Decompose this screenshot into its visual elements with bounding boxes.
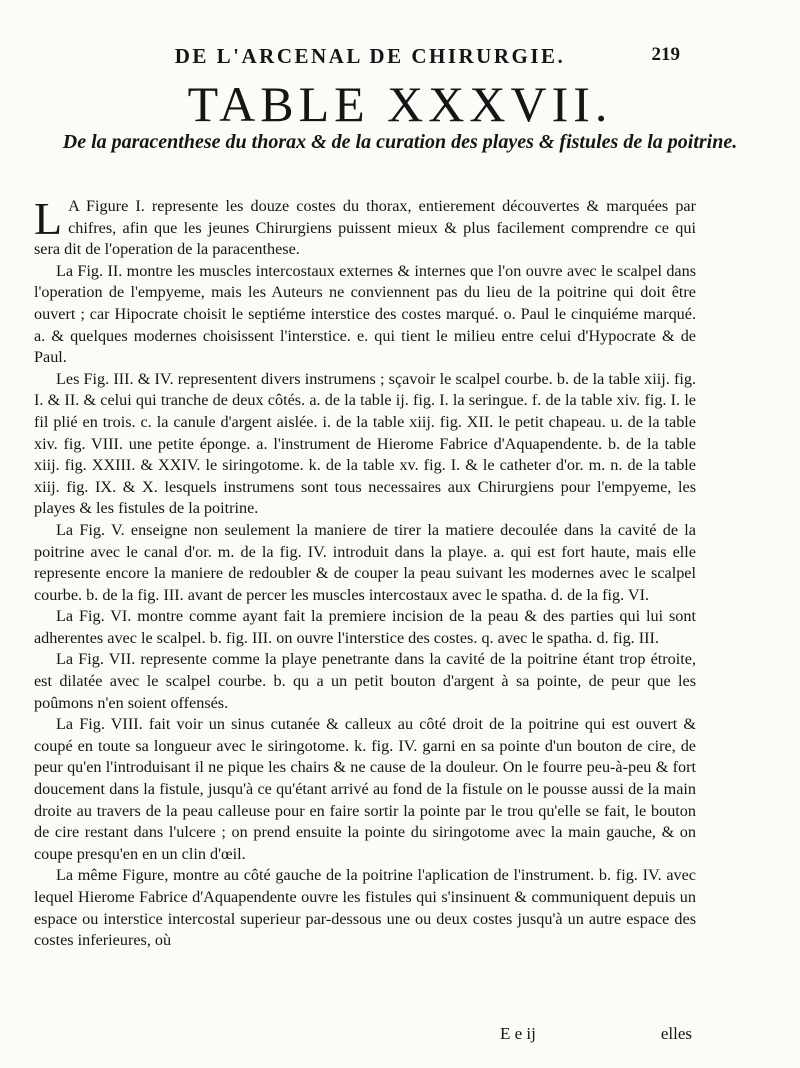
paragraph-1 <box>34 193 696 261</box>
paragraph-4: La Fig. V. enseigne non seulement la maniere de tirer la matiere decoulée dans la cavité de la poitrine avec le canal d'or. m. de la fig. IV. introduit dans la playe. a. qui est fort haute, mais elle represente encore la maniere de redoubler & de couper la peau suivant les modernes avec le scalpel courbe. b. de la fig. III. avant de percer les muscles intercostaux avec le spatha. d. de la fig. VI. <box>34 520 696 604</box>
page-number: 219 <box>651 44 680 65</box>
paragraph-6: La Fig. VII. represente comme la playe penetrante dans la cavité de la poitrine étant trop étroite, est dilatée avec le scalpel courbe. b. qu a un petit bouton d'argent à sa pointe, de peur que les poûmons n'en soient offensés. <box>34 650 696 712</box>
paragraph-3: Les Fig. III. & IV. representent divers instrumens ; sçavoir le scalpel courbe. b. de la table xiij. fig. I. & II. & celui qui tranche de deux côtés. a. de la table ij. fig. I. la seringue. f. de la table xiv. fig. I. le fil plié en trois. c. la canule d'argent aislée. i. de la table xiij. fig. XII. le petit chapeau. u. de la table xiv. fig. VIII. une petite éponge. a. l'instrument de Hierome Fabrice d'Aquapendente. b. de la table xiij. fig. XXIII. & XXIV. le siringotome. k. de la table xv. fig. I. & le catheter d'or. m. n. de la table xiij. fig. IX. & X. lesquels instrumens sont tous necessaires aux Chirurgiens pour l'empyeme, les playes & les fistules de la poitrine. <box>34 369 696 518</box>
paragraph-8: La même Figure, montre au côté gauche de la poitrine l'aplication de l'instrument. b. fig. IV. avec lequel Hierome Fabrice d'Aquapendente ouvre les fistules qui s'insinuent & communiquent depuis un espace ou interstice intercostal superieur par-dessous une ou deux costes jusqu'à un autre espace des costes inferieures, où <box>34 866 696 950</box>
signature-mark: E e ij <box>500 1024 536 1043</box>
body-text <box>34 193 696 952</box>
subtitle: De la paracenthese du thorax & de la curation des playes & fistules de la poitrine. <box>62 131 738 153</box>
catchword: elles <box>660 1024 692 1043</box>
running-head: DE L'ARCENAL DE CHIRURGIE. <box>174 44 566 68</box>
page-title: TABLE XXXVII. <box>187 76 613 132</box>
paragraph-5: La Fig. VI. montre comme ayant fait la premiere incision de la peau & des parties qui lui sont adherentes avec le scalpel. b. fig. III. on ouvre l'interstice des costes. q. avec le spatha. d. fig. III. <box>34 607 696 647</box>
paragraph-2: La Fig. II. montre les muscles intercostaux externes & internes que l'on ouvre avec le scalpel dans l'operation de l'empyeme, mais les Auteurs ne conviennent pas du lieu de la poitrine qui doit être ouvert ; car Hipocrate choisit le septiéme interstice des costes marqué. o. Paul le cinquiéme marqué. a. & quelques modernes choisissent l'interstice. e. qui tient le milieu entre celui d'Hypocrate & de Paul. <box>34 261 696 367</box>
paragraph-text: A Figure I. represente les douze costes du thorax, entierement découvertes & marquées par chifres, afin que les jeunes Chirurgiens puissent mieux & plus facilement comprendre ce qui sera dit de l'operation de la paracenthese. <box>34 197 696 259</box>
drop-cap: L <box>34 193 63 244</box>
paragraph-7: La Fig. VIII. fait voir un sinus cutanée & calleux au côté droit de la poitrine qui est ouvert & coupé en toute sa longueur avec le siringotome. k. fig. IV. garni en sa pointe d'un bouton de cire, de peur qu'en l'introduisant il ne pique les chairs & ne cause de la douleur. On le fourre peu-à-peu & fort doucement dans la fistule, jusqu'à ce qu'étant arrivé au fond de la fistule on le pousse aussi de la main droite au travers de la peau calleuse pour en faire sortir la pointe par le trou qu'elle se fait, le bouton de cire restant dans l'ulcere ; on prend ensuite la pointe du siringotome avec la main gauche, & on coupe presqu'en en un clin d'œil. <box>34 715 696 863</box>
